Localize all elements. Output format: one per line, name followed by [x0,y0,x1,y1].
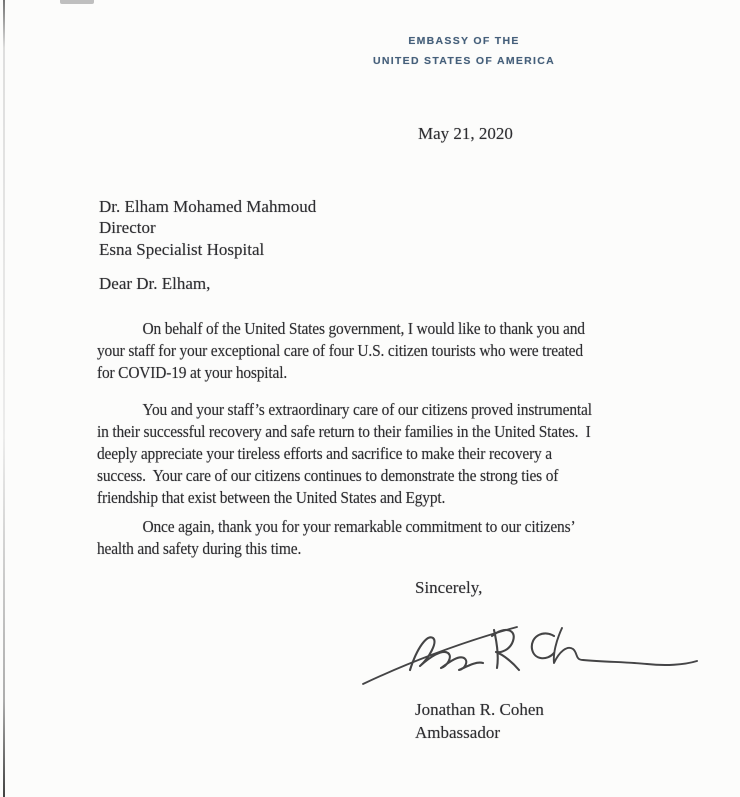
body-line: You and your staff’s extraordinary care of our citizens proved instrumental [142,400,592,420]
signer-name: Jonathan R. Cohen [415,700,544,719]
body-line: health and safety during this time. [97,539,302,559]
valediction: Sincerely, [415,578,483,597]
signer-title: Ambassador [415,723,500,742]
letterhead [373,31,555,71]
letterhead-line-1: EMBASSY OF THE [408,35,520,47]
scan-edge-line [3,0,5,797]
body-line: your staff for your exceptional care of four U.S. citizen tourists who were treated [97,340,583,360]
body-line: for COVID-19 at your hospital. [97,362,288,382]
paragraph-3 [97,517,679,561]
letterhead-line-2: UNITED STATES OF AMERICA [372,55,556,67]
body-line: deeply appreciate your tireless efforts and sacrifice to make their recovery a [97,443,552,463]
body-line: in their successful recovery and safe return to their families in the United States. I [97,422,591,442]
body-line: On behalf of the United States government, I would like to thank you and [142,319,585,338]
recipient-block [99,196,316,260]
salutation: Dear Dr. Elham, [99,274,211,293]
body-line: success. Your care of our citizens continues to demonstrate the strong ties of [97,465,559,485]
signer-block [415,698,544,744]
recipient-organization: Esna Specialist Hospital [99,239,265,259]
recipient-title: Director [99,218,156,238]
paragraph-1 [97,319,679,384]
date-line: May 21, 2020 [418,124,513,143]
recipient-name: Dr. Elham Mohamed Mahmoud [99,197,317,216]
paragraph-2 [97,400,679,509]
body-line: Once again, thank you for your remarkable commitment to our citizens’ [142,517,576,537]
body-line: friendship that exist between the United States and Egypt. [97,487,446,507]
handwritten-signature-icon [353,598,698,703]
letter-body [97,319,679,561]
scan-artifact-smudge [60,0,94,4]
